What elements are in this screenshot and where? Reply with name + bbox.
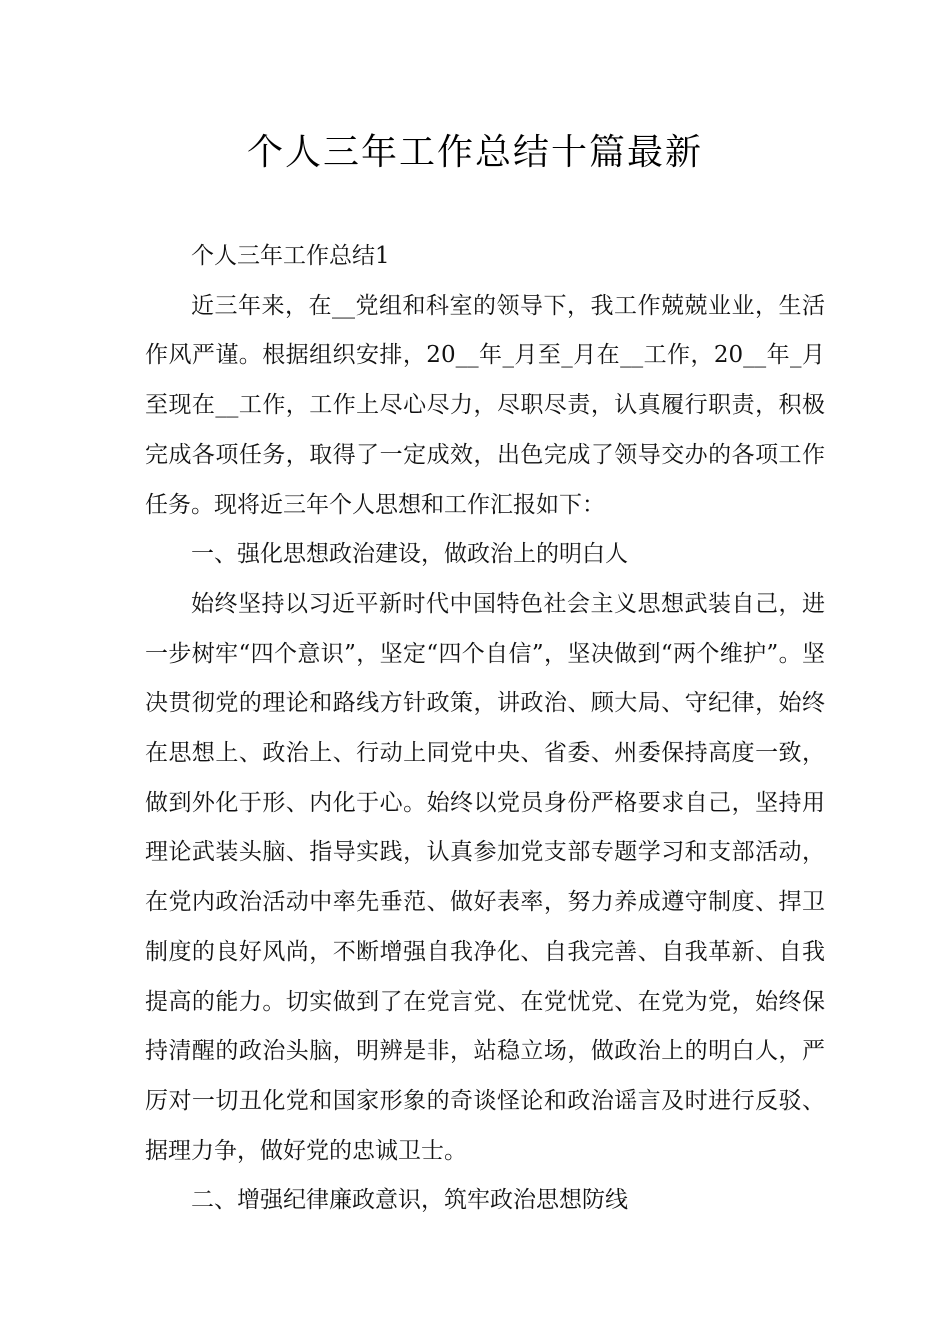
section-heading-summary-1: 个人三年工作总结1 (191, 243, 390, 269)
section-heading-1: 一、强化思想政治建设，做政治上的明白人 (191, 541, 628, 568)
body-paragraph-1: 始终坚持以习近平新时代中国特色社会主义思想武装自己，进一步树牢“四个意识”，坚定“四个自信”，坚决做到“两个维护”。坚决贯彻党的理论和路线方针政策，讲政治、顾大局、守纪律，始终在思想上、政治上、行动上同党中央、省委、州委保持高度一致，做到外化于形、内化于心。始终以党员身份严格要求自己，坚持用理论武装头脑、指导实践，认真参加党支部专题学习和支部活动，在党内政治活动中率先垂范、做好表率，努力养成遵守制度、捍卫制度的良好风尚，不断增强自我净化、自我完善、自我革新、自我提高的能力。切实做到了在党言党、在党忧党、在党为党，始终保持清醒的政治头脑，明辨是非，站稳立场，做政治上的明白人，严厉对一切丑化党和国家形象的奇谈怪论和政治谣言及时进行反驳、据理力争，做好党的忠诚卫士。 (145, 590, 825, 1164)
intro-paragraph: 近三年来，在__党组和科室的领导下，我工作兢兢业业，生活作风严谨。根据组织安排，20__年_月至_月在__工作，20__年_月至现在__工作，工作上尽心尽力，尽职尽责，认真履行职责，积极完成各项任务，取得了一定成效，出色完成了领导交办的各项工作任务。现将近三年个人思想和工作汇报如下： (145, 292, 825, 518)
document-title: 个人三年工作总结十篇最新 (246, 132, 703, 173)
section-heading-2: 二、增强纪律廉政意识，筑牢政治思想防线 (191, 1187, 628, 1214)
document-body (145, 232, 825, 1226)
